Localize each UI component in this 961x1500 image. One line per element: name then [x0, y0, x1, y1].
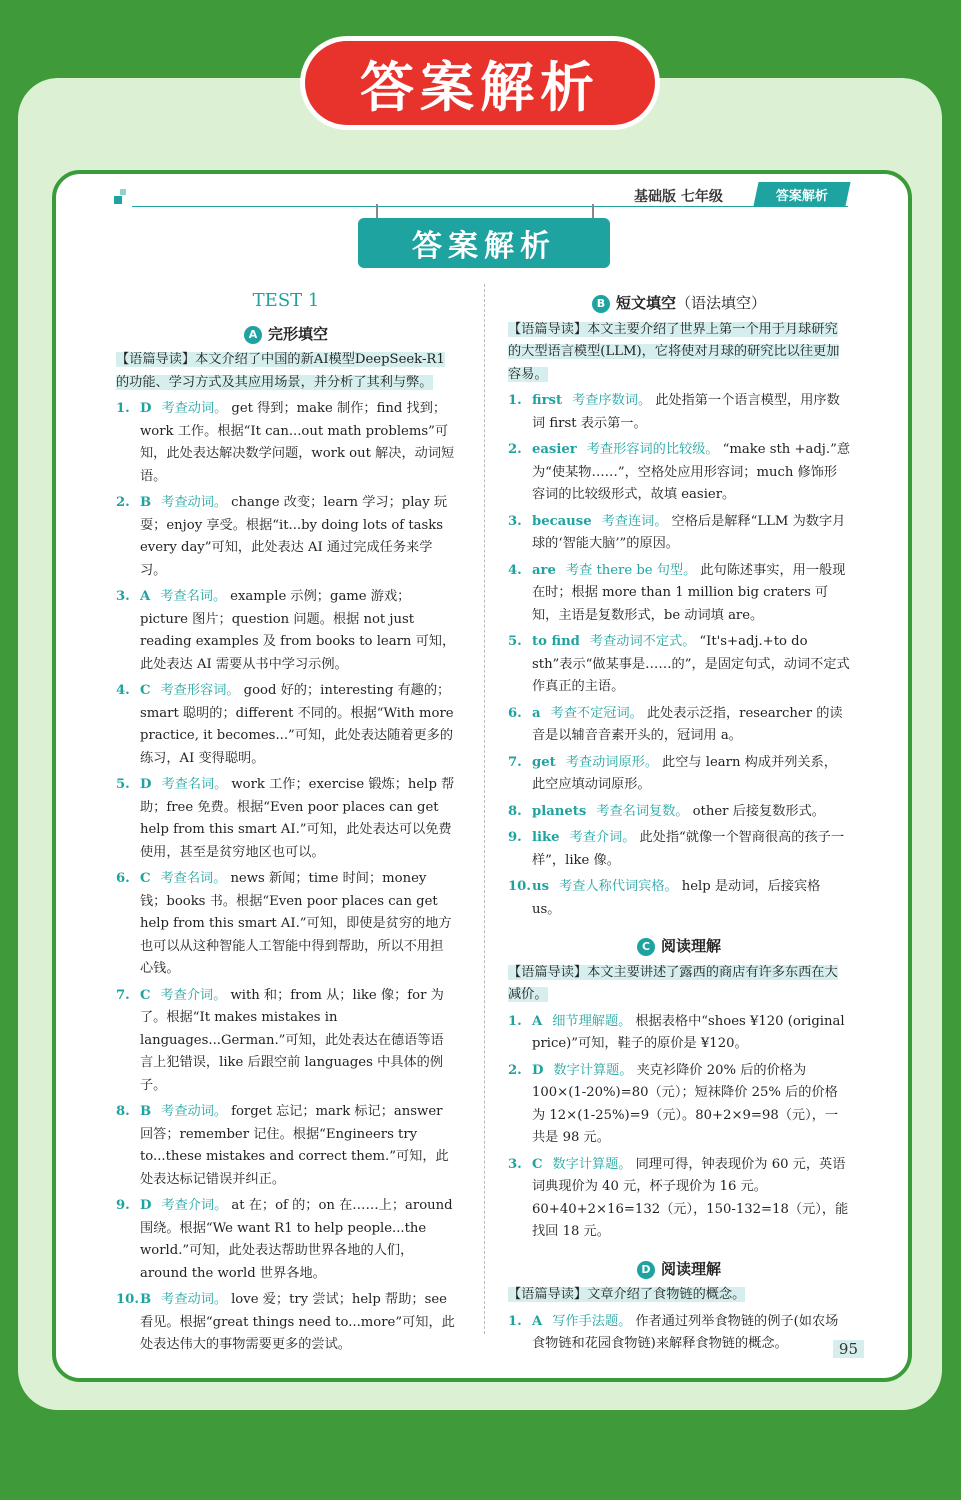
- item-answer: C: [140, 683, 151, 698]
- part-badge: D: [637, 1261, 655, 1279]
- item-body: [140, 985, 456, 1098]
- answer-item: [508, 876, 850, 921]
- item-explanation: 此处指“就像一个智商很高的孩子一样”，like 像。: [532, 830, 845, 868]
- answer-item: [116, 398, 456, 488]
- item-body: [140, 1289, 456, 1357]
- answer-item: [508, 1060, 850, 1150]
- answer-item: [116, 1195, 456, 1285]
- item-body: [532, 1011, 850, 1056]
- item-type: 考查名词复数。: [596, 803, 689, 819]
- item-body: [532, 801, 850, 824]
- item-answer: D: [140, 777, 152, 792]
- item-type: 考查名词。: [161, 777, 228, 792]
- item-body: [532, 703, 850, 748]
- answer-item: [116, 1101, 456, 1191]
- header-decor-square: [120, 189, 126, 195]
- item-answer: B: [140, 1292, 152, 1307]
- answer-page: [52, 170, 912, 1382]
- item-answer: C: [140, 987, 151, 1003]
- item-explanation: 空格后是解释“LLM 为数字月球的‘智能大脑’”的原因。: [532, 513, 846, 551]
- item-answer: B: [140, 1104, 152, 1119]
- item-answer: to find: [532, 634, 580, 649]
- item-explanation: with 和；from 从；like 像；for 为了。根据“It makes mistakes in languages...German.”可知，此处表达在德语等语言上犯错误，like 后跟空前 languages 中具体的例子。: [140, 987, 444, 1093]
- item-body: [532, 390, 850, 435]
- item-answer: D: [532, 1062, 544, 1078]
- item-type: 考查介词。: [569, 830, 636, 845]
- item-type: 考查介词。: [161, 1198, 228, 1213]
- item-type: 考查 there be 句型。: [565, 562, 697, 578]
- answer-list: [508, 390, 850, 921]
- item-body: [532, 752, 850, 797]
- part-title: 阅读理解: [660, 937, 721, 955]
- item-body: [140, 492, 456, 582]
- header-tag-label: 答案解析: [775, 188, 828, 204]
- item-answer: D: [140, 1198, 152, 1213]
- answer-item: [116, 1289, 456, 1357]
- answer-item: [508, 827, 850, 872]
- item-type: 考查形容词。: [160, 683, 240, 698]
- item-number: 1.: [508, 1013, 522, 1029]
- test-title: TEST 1: [252, 290, 320, 311]
- answer-item: [116, 586, 456, 676]
- page-number: 95: [833, 1340, 864, 1358]
- item-number: 3.: [508, 513, 522, 529]
- guide-label: 【语篇导读】: [508, 321, 588, 337]
- item-number: 9.: [116, 1198, 130, 1213]
- part-title: 完形填空: [267, 324, 328, 343]
- answer-item: [116, 985, 456, 1098]
- part-a-heading: [116, 323, 456, 346]
- item-number: 7.: [508, 754, 522, 770]
- item-type: 考查介词。: [160, 987, 227, 1003]
- item-type: 考查不定冠词。: [550, 705, 643, 721]
- item-number: 9.: [508, 830, 522, 845]
- item-answer: first: [532, 393, 563, 408]
- answer-item: [116, 680, 456, 770]
- item-explanation: 此空与 learn 构成并列关系，此空应填动词原形。: [532, 754, 837, 792]
- item-type: 考查名词。: [160, 589, 227, 604]
- item-type: 考查动词。: [161, 495, 228, 510]
- guide-label: 【语篇导读】: [508, 1287, 588, 1302]
- answer-item: [508, 390, 850, 435]
- item-body: [532, 439, 850, 507]
- part-badge: A: [244, 326, 262, 344]
- answer-item: [508, 1154, 850, 1244]
- item-explanation: work 工作；exercise 锻炼；help 帮助；free 免费。根据“Even poor places can get help from this smart AI.”可知，此处表达可以免费使用，甚至是贫穷地区也可以。: [140, 777, 455, 860]
- item-explanation: example 示例；game 游戏；picture 图片；question 问题。根据 not just reading examples 及 from books to learn 可知，此处表达 AI 需要从书中学习示例。: [140, 589, 456, 672]
- item-explanation: good 好的；interesting 有趣的；smart 聪明的；different 不同的。根据“With more practice, it becomes...”可知，此处表达随着更多的练习，AI 变得聪明。: [140, 683, 454, 766]
- item-number: 6.: [508, 705, 522, 721]
- item-explanation: “It's+adj.+to do sth”表示“做某事是……的”，是固定句式，动词不定式作真正的主语。: [532, 634, 850, 694]
- item-explanation: 同理可得，钟表现价为 60 元，英语词典现价为 40 元，杯子现价为 16 元。60+40+2×16=132（元），150-132=18（元），能找回 18 元。: [532, 1156, 849, 1239]
- answer-list: [508, 1011, 850, 1244]
- item-explanation: help 是动词，后接宾格 us。: [532, 879, 821, 917]
- item-body: [532, 1060, 850, 1150]
- item-number: 1.: [508, 1313, 522, 1329]
- item-body: [532, 631, 850, 699]
- answer-list: [116, 398, 456, 1357]
- item-number: 2.: [508, 442, 522, 457]
- part-title: 短文填空: [615, 294, 676, 312]
- item-answer: B: [140, 495, 152, 510]
- part-title: 阅读理解: [660, 1259, 721, 1278]
- item-explanation: love 爱；try 尝试；help 帮助；see 看见。根据“great things need to...more”可知，此处表达伟大的事物需要更多的尝试。: [140, 1292, 455, 1352]
- item-answer: easier: [532, 442, 577, 457]
- guide-text: 本文主要讲述了露西的商店有许多东西在大减价。: [508, 964, 838, 1002]
- answer-item: [508, 1311, 850, 1356]
- item-number: 6.: [116, 871, 130, 886]
- item-type: 考查动词不定式。: [589, 634, 696, 649]
- item-number: 10.: [116, 1292, 139, 1307]
- item-body: [140, 680, 456, 770]
- reading-guide: [508, 962, 850, 1007]
- part-badge: B: [592, 295, 610, 313]
- item-body: [140, 398, 456, 488]
- item-body: [140, 586, 456, 676]
- item-answer: are: [532, 562, 556, 578]
- item-answer: A: [532, 1313, 543, 1329]
- guide-text: 文章介绍了食物链的概念。: [587, 1287, 746, 1302]
- guide-label: 【语篇导读】: [508, 964, 588, 980]
- part-d-heading: [508, 1258, 850, 1281]
- reading-guide: [116, 349, 456, 394]
- item-type: 考查人称代词宾格。: [559, 879, 678, 894]
- header-edition: 基础版 七年级: [634, 189, 723, 205]
- item-body: [140, 774, 456, 864]
- item-body: [140, 1195, 456, 1285]
- part-b-heading: [508, 292, 850, 315]
- section-title: 答案解析: [358, 218, 610, 268]
- item-number: 2.: [116, 495, 130, 510]
- item-body: [532, 827, 850, 872]
- answer-item: [508, 560, 850, 628]
- item-explanation: get 得到；make 制作；find 找到；work 工作。根据“It can...out math problems”可知，此处表达解决数学问题，work out 解决，动词短语。: [140, 401, 455, 484]
- item-explanation: other 后接复数形式。: [692, 803, 825, 819]
- item-number: 5.: [116, 777, 130, 792]
- item-type: 考查连词。: [601, 513, 668, 529]
- item-explanation: 作者通过列举食物链的例子(如农场食物链和花园食物链)来解释食物链的概念。: [532, 1313, 839, 1351]
- item-type: 考查动词。: [161, 1104, 228, 1119]
- item-answer: because: [532, 513, 592, 529]
- item-answer: a: [532, 705, 541, 721]
- answer-item: [508, 511, 850, 556]
- item-number: 7.: [116, 987, 130, 1003]
- guide-label: 【语篇导读】: [116, 352, 196, 367]
- item-type: 数字计算题。: [552, 1156, 632, 1172]
- item-type: 考查序数词。: [572, 393, 652, 408]
- item-type: 考查名词。: [160, 871, 227, 886]
- header-rule: [132, 206, 848, 207]
- item-body: [532, 511, 850, 556]
- item-explanation: 夹克衫降价 20% 后的价格为 100×(1-20%)=80（元）；短袜降价 25% 后的价格为 12×(1-25%)=9（元）。80+2×9=98（元），一共是 98 元。: [532, 1062, 839, 1145]
- answer-item: [116, 774, 456, 864]
- item-number: 4.: [508, 562, 522, 578]
- header-decor-square: [114, 196, 122, 204]
- item-body: [532, 1154, 850, 1244]
- reading-guide: [508, 319, 850, 387]
- column-divider: [484, 284, 485, 1334]
- item-explanation: 此处表示泛指，researcher 的读音是以辅音音素开头的，冠词用 a。: [532, 705, 843, 743]
- answer-item: [508, 752, 850, 797]
- reading-guide: [508, 1284, 850, 1307]
- item-explanation: “make sth +adj.”意为“使某物……”，空格处应用形容词；much 修饰形容词的比较级形式，故填 easier。: [532, 442, 851, 502]
- answer-item: [116, 492, 456, 582]
- item-type: 细节理解题。: [552, 1013, 632, 1029]
- left-column: [116, 286, 456, 1357]
- item-number: 5.: [508, 634, 522, 649]
- item-answer: D: [140, 401, 152, 416]
- part-c-heading: [508, 935, 850, 958]
- item-answer: A: [532, 1013, 543, 1029]
- item-answer: planets: [532, 803, 587, 819]
- item-explanation: 此句陈述事实，用一般现在时；根据 more than 1 million big craters 可知，主语是复数形式，be 动词填 are。: [532, 562, 846, 623]
- item-type: 考查动词原形。: [565, 754, 659, 770]
- item-body: [140, 868, 456, 981]
- answer-item: [508, 631, 850, 699]
- item-explanation: forget 忘记；mark 标记；answer 回答；remember 记住。根据“Engineers try to...these mistakes and correct them.”可知，此处表达标记错误并纠正。: [140, 1104, 449, 1187]
- item-answer: us: [532, 879, 550, 894]
- header-tag: [753, 182, 850, 206]
- item-number: 8.: [508, 803, 522, 819]
- item-type: 考查动词。: [161, 1292, 228, 1307]
- answer-list: [508, 1311, 850, 1356]
- answer-item: [508, 439, 850, 507]
- item-body: [532, 1311, 850, 1356]
- answer-item: [508, 703, 850, 748]
- item-answer: get: [532, 754, 556, 770]
- answer-item: [508, 1011, 850, 1056]
- item-type: 数字计算题。: [553, 1062, 633, 1078]
- item-type: 考查形容词的比较级。: [586, 442, 719, 457]
- item-type: 写作手法题。: [552, 1313, 632, 1329]
- item-explanation: at 在；of 的；on 在……上；around 围绕。根据“We want R1 to help people...the world.”可知，此处表达帮助世界各地的人们，around the world 世界各地。: [140, 1198, 453, 1281]
- part-subtitle: （语法填空）: [676, 294, 767, 312]
- item-body: [532, 876, 850, 921]
- item-explanation: 此处指第一个语言模型，用序数词 first 表示第一。: [532, 393, 840, 431]
- item-number: 3.: [116, 589, 130, 604]
- item-explanation: 根据表格中“shoes ¥120 (original price)”可知，鞋子的原价是 ¥120。: [532, 1013, 845, 1051]
- item-answer: C: [140, 871, 151, 886]
- item-number: 1.: [508, 393, 522, 408]
- item-number: 8.: [116, 1104, 130, 1119]
- item-number: 1.: [116, 401, 130, 416]
- item-body: [140, 1101, 456, 1191]
- item-number: 10.: [508, 879, 531, 894]
- right-column: [508, 286, 850, 1356]
- item-number: 2.: [508, 1062, 522, 1078]
- item-type: 考查动词。: [161, 401, 228, 416]
- item-answer: like: [532, 830, 560, 845]
- item-answer: C: [532, 1156, 543, 1172]
- item-body: [532, 560, 850, 628]
- item-explanation: change 改变；learn 学习；play 玩耍；enjoy 享受。根据“it...by doing lots of tasks every day”可知，此处表达 AI 通过完成任务来学习。: [140, 495, 448, 578]
- item-answer: A: [140, 589, 151, 604]
- answer-item: [508, 801, 850, 824]
- guide-text: 本文主要介绍了世界上第一个用于月球研究的大型语言模型(LLM)，它将使对月球的研究比以往更加容易。: [508, 321, 840, 382]
- item-number: 3.: [508, 1156, 522, 1172]
- answer-item: [116, 868, 456, 981]
- guide-text: 本文介绍了中国的新AI模型DeepSeek-R1的功能、学习方式及其应用场景，并分析了其利与弊。: [116, 352, 445, 390]
- banner-title: 答案解析: [300, 36, 660, 130]
- item-explanation: news 新闻；time 时间；money 钱；books 书。根据“Even poor places can get help from this smart AI.”可知，即使是贫穷的地方也可以从这种智能人工智能中得到帮助，所以不用担心钱。: [140, 871, 452, 976]
- item-number: 4.: [116, 683, 130, 698]
- part-badge: C: [637, 938, 655, 956]
